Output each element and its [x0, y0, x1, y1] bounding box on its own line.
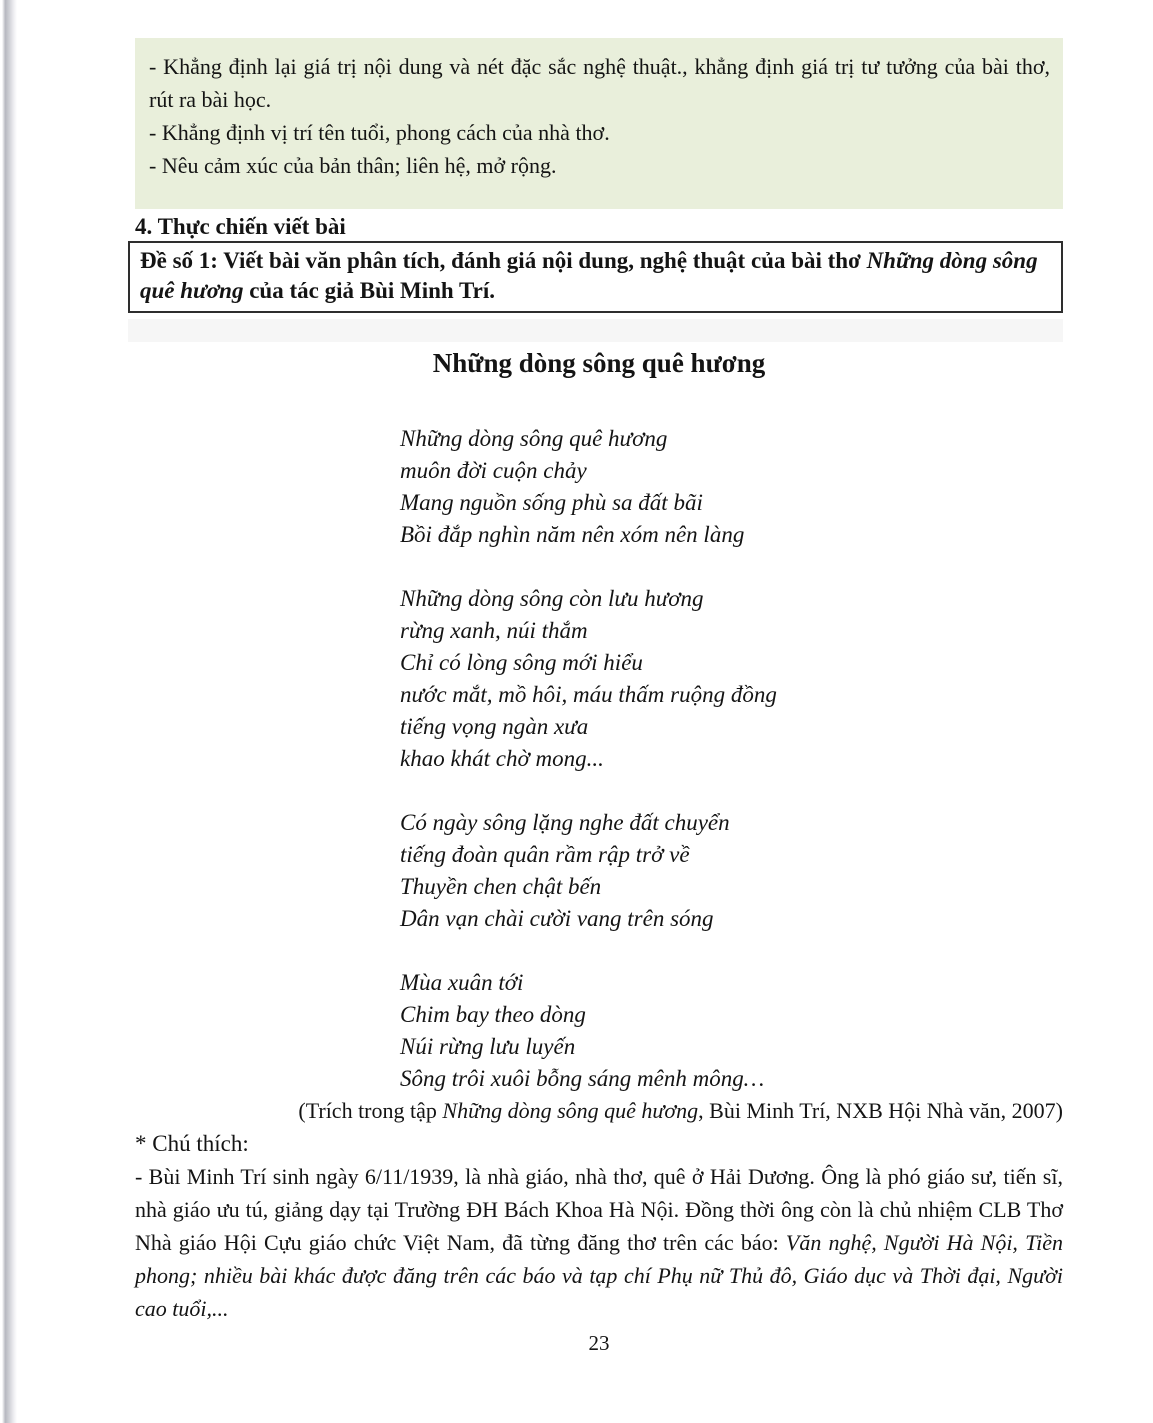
poem-line: khao khát chờ mong...	[400, 746, 604, 771]
poem-line: Chỉ có lòng sông mới hiểu	[400, 650, 643, 675]
note-line: - Khẳng định vị trí tên tuổi, phong cách của nhà thơ.	[149, 120, 610, 145]
poem-stanza-1	[400, 423, 1063, 551]
poem-stanza-2	[400, 583, 1063, 775]
essay-prompt-box	[128, 241, 1063, 313]
prompt-poem-title-inline: Những dòng sông quê hương	[140, 248, 1038, 303]
footnote-body	[135, 1160, 1063, 1325]
document-content	[135, 0, 1063, 1325]
poem-line: Chim bay theo dòng	[400, 1002, 586, 1027]
page-edge-shadow	[2, 0, 17, 1423]
citation-suffix: , Bùi Minh Trí, NXB Hội Nhà văn, 2007)	[698, 1098, 1063, 1123]
note-line: - Khẳng định lại giá trị nội dung và nét đặc sắc nghệ thuật., khẳng định giá trị tư tưởng của bài thơ, rút ra bài học.	[149, 54, 1050, 112]
divider-band	[128, 319, 1063, 342]
poem-line: Sông trôi xuôi bỗng sáng mênh mông…	[400, 1066, 765, 1091]
poem-line: tiếng đoàn quân rầm rập trở về	[400, 842, 690, 867]
citation-prefix: (Trích trong tập	[298, 1098, 443, 1123]
footnote-text: - Bùi Minh Trí sinh ngày 6/11/1939, là nhà giáo, nhà thơ, quê ở Hải Dương. Ông là phó giáo sư, tiến sĩ, nhà giáo ưu tú, giảng dạy tại Trường ĐH Bách Khoa Hà Nội. Đồng thời ông còn là chủ nhiệm CLB Thơ Nhà giáo Hội Cựu giáo chức Việt Nam, đã từng đăng thơ trên các báo:	[135, 1164, 1063, 1255]
footnote-publications-italic: Văn nghệ, Người Hà Nội, Tiền phong; nhiều bài khác được đăng trên các báo và tạp chí Phụ nữ Thủ đô, Giáo dục và Thời đại, Người cao tuổi,...	[135, 1230, 1063, 1321]
poem-line: Những dòng sông quê hương	[400, 426, 668, 451]
poem-line: muôn đời cuộn chảy	[400, 458, 587, 483]
conclusion-notes-block	[135, 38, 1063, 209]
poem-stanza-3	[400, 807, 1063, 935]
poem-line: Mùa xuân tới	[400, 970, 524, 995]
poem-line: tiếng vọng ngàn xưa	[400, 714, 589, 739]
poem-title: Những dòng sông quê hương	[432, 348, 766, 378]
prompt-suffix: của tác giả Bùi Minh Trí.	[243, 278, 495, 303]
poem-line: Những dòng sông còn lưu hương	[400, 586, 704, 611]
poem-stanza-4	[400, 967, 1063, 1095]
poem-line: Thuyền chen chật bến	[400, 874, 602, 899]
poem-line: Bồi đắp nghìn năm nên xóm nên làng	[400, 522, 745, 547]
poem-line: Mang nguồn sống phù sa đất bãi	[400, 490, 703, 515]
poem-line: rừng xanh, núi thắm	[400, 618, 588, 643]
footnote-heading: * Chú thích:	[135, 1131, 249, 1156]
poem-body	[400, 423, 1063, 1095]
poem-line: Núi rừng lưu luyến	[400, 1034, 576, 1059]
poem-citation	[135, 1095, 1063, 1127]
poem-line: Có ngày sông lặng nghe đất chuyển	[400, 810, 730, 835]
section-heading: 4. Thực chiến viết bài	[135, 214, 346, 239]
prompt-text: Đề số 1: Viết bài văn phân tích, đánh giá nội dung, nghệ thuật của bài thơ	[140, 248, 867, 273]
poem-line: Dân vạn chài cười vang trên sóng	[400, 906, 714, 931]
poem-line: nước mắt, mồ hôi, máu thấm ruộng đồng	[400, 682, 777, 707]
page-number: 23	[588, 1331, 610, 1355]
citation-poem-title-inline: Những dòng sông quê hương	[442, 1098, 699, 1123]
note-line: - Nêu cảm xúc của bản thân; liên hệ, mở rộng.	[149, 153, 557, 178]
